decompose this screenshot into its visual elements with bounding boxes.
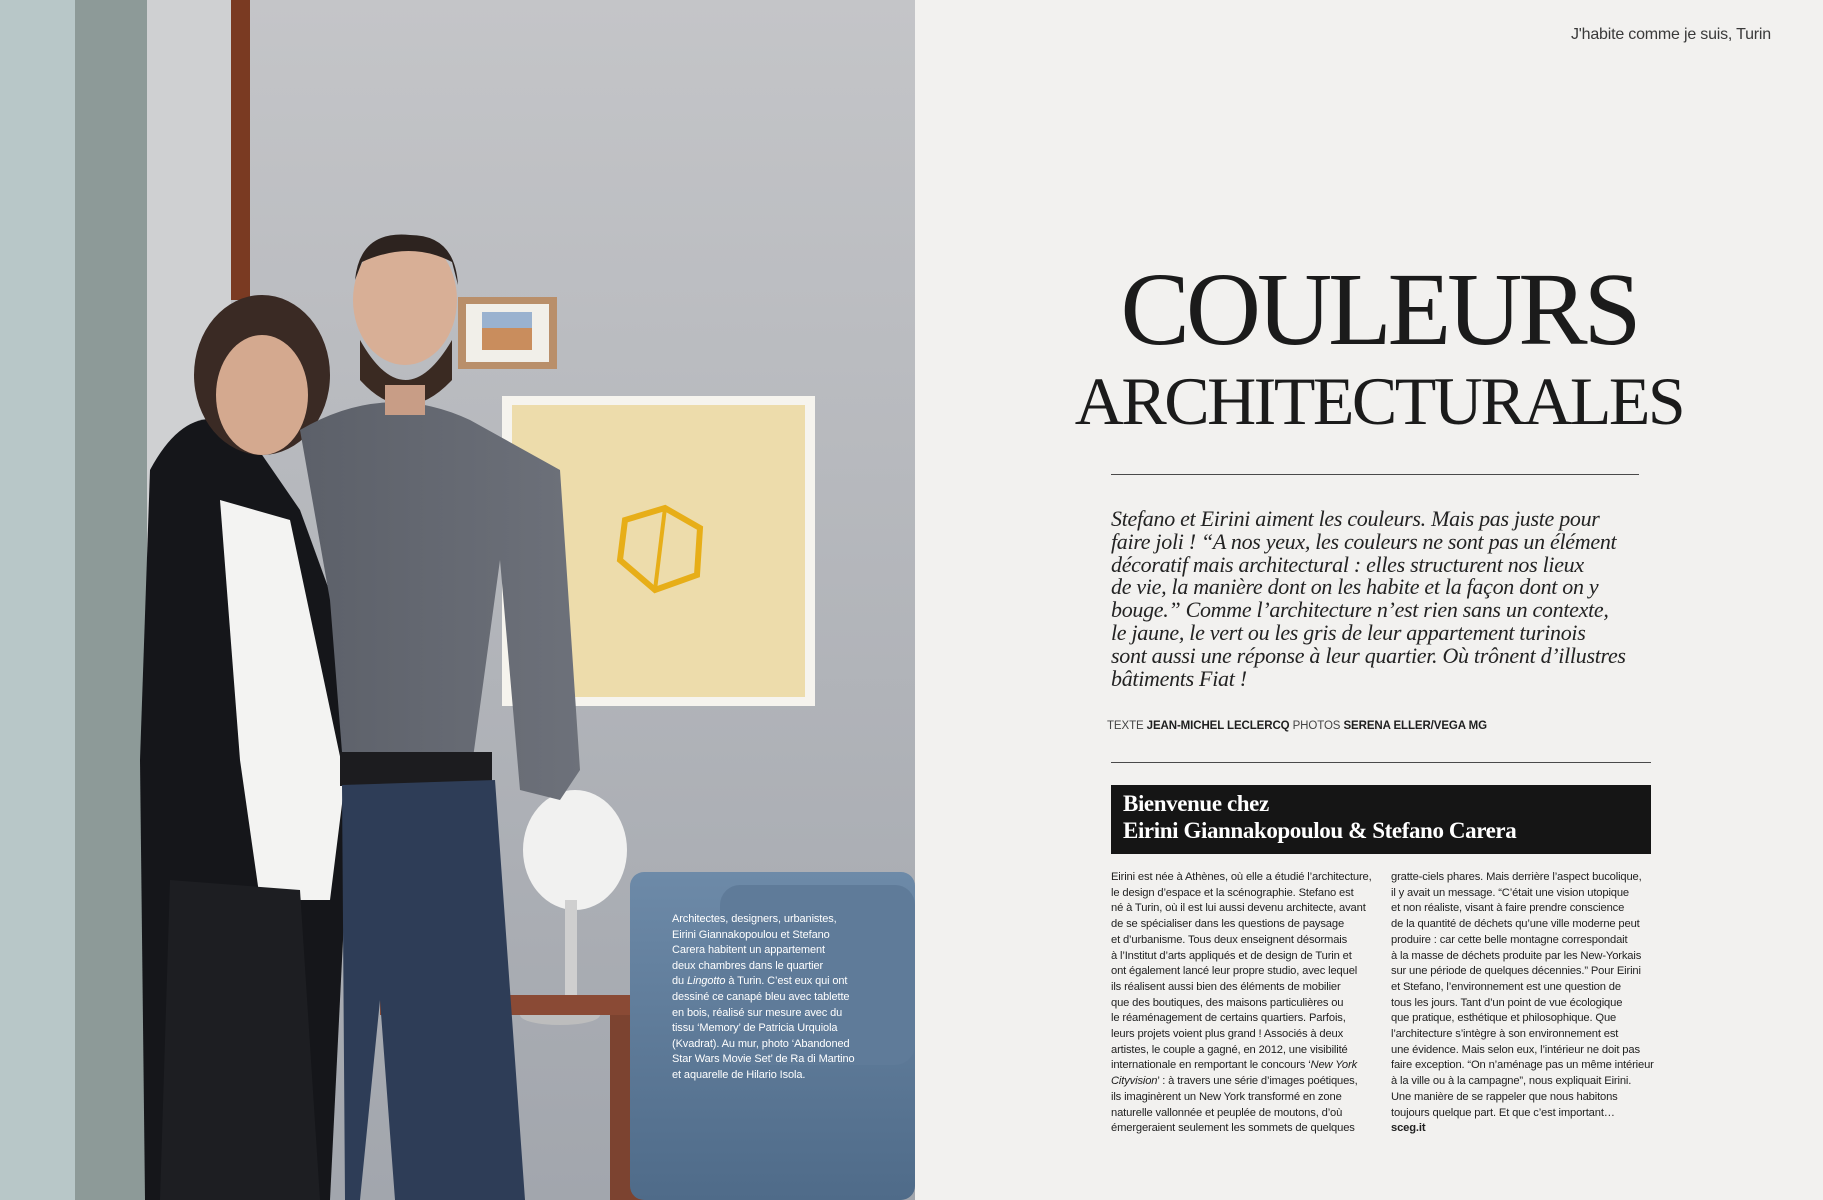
body-line: de la quantité de déchets qu’une ville moderne peut [1391, 918, 1640, 931]
lead-line: décoratif mais architectural : elles structurent nos lieux [1111, 551, 1584, 577]
body-italic: New York [1310, 1059, 1358, 1072]
caption-text: à Turin. C’est eux qui ont [725, 975, 848, 988]
body-line: à la masse de déchets produite par les New-Yorkais [1391, 949, 1642, 962]
credit-photo-author: SERENA ELLER/VEGA MG [1343, 720, 1487, 732]
body-line: une évidence. Mais selon eux, l’intérieur ne doit pas [1391, 1043, 1640, 1056]
lead-line: faire joli ! “A nos yeux, les couleurs ne sont pas un élément [1111, 528, 1617, 554]
body-line [1111, 1058, 1381, 1074]
credit-photo-label: PHOTOS [1292, 720, 1341, 732]
lead-line: bâtiments Fiat ! [1111, 665, 1247, 691]
body-column-2 [1391, 870, 1661, 1137]
lead-line: le jaune, le vert ou les gris de leur appartement turinois [1111, 619, 1586, 645]
article-title-line1: COULEURS [1120, 252, 1638, 367]
lead-line: Stefano et Eirini aiment les couleurs. Mais pas juste pour [1111, 506, 1600, 531]
body-line: à la ville ou à la campagne”, nous expliquait Eirini. [1391, 1075, 1632, 1088]
caption-line: Eirini Giannakopoulou et Stefano [672, 928, 830, 941]
body-line: ils imaginèrent un New York transformé en zone [1111, 1090, 1342, 1103]
body-column-1 [1111, 870, 1381, 1137]
caption-line: tissu ‘Memory’ de Patricia Urquiola [672, 1022, 838, 1035]
body-line [1111, 1074, 1381, 1090]
body-line: ont également lancé leur propre studio, avec lequel [1111, 965, 1358, 978]
body-line: ils réalisent aussi bien des éléments de mobilier [1111, 980, 1341, 993]
caption-italic: Lingotto [687, 975, 726, 988]
caption-line: Carera habitent un appartement [672, 944, 825, 957]
lead-paragraph [1111, 508, 1689, 690]
website-link[interactable]: sceg.it [1391, 1122, 1426, 1135]
body-line: de se spécialiser dans les questions de paysage [1111, 918, 1345, 931]
caption-line: et aquarelle de Hilario Isola. [672, 1068, 806, 1081]
credit-text-author: JEAN-MICHEL LECLERCQ [1146, 720, 1290, 732]
body-italic: Cityvision [1111, 1075, 1158, 1088]
body-line: il y avait un message. “C’était une vision utopique [1391, 886, 1629, 899]
body-line: produire : car cette belle montagne correspondait [1391, 933, 1628, 946]
caption-line: (Kvadrat). Au mur, photo ‘Abandoned [672, 1037, 850, 1050]
body-line: à l’Institut d’arts appliqués et de design de Turin et [1111, 949, 1352, 962]
body-text: ’ : à travers une série d’images poétiques, [1157, 1075, 1358, 1088]
caption-line: deux chambres dans le quartier [672, 959, 824, 972]
body-line: naturelle vallonnée et peuplée de moutons, d’où [1111, 1106, 1343, 1119]
body-line: né à Turin, où il est lui aussi devenu architecte, avant [1111, 902, 1366, 915]
body-text: internationale en remportant le concours ‘ [1111, 1059, 1311, 1072]
welcome-line1: Bienvenue chez [1123, 791, 1269, 816]
credit-text-label: TEXTE [1107, 720, 1144, 732]
caption-line: dessiné ce canapé bleu avec tablette [672, 990, 850, 1003]
lead-line: sont aussi une réponse à leur quartier. Où trônent d’illustres [1111, 642, 1626, 668]
body-line: le design d’espace et la scénographie. Stefano est [1111, 886, 1354, 899]
body-line: leurs projets voient plus grand ! Associés à deux [1111, 1028, 1344, 1041]
body-line: et non réaliste, visant à faire prendre conscience [1391, 902, 1625, 915]
body-line: sur une période de quelques décennies.” Pour Eirini [1391, 965, 1641, 978]
caption-line: Architectes, designers, urbanistes, [672, 913, 837, 925]
body-line: et d’urbanisme. Tous deux enseignent désormais [1111, 933, 1348, 946]
body-line: que pratique, esthétique et philosophique. Que [1391, 1012, 1617, 1025]
body-line: que des boutiques, des maisons particulières ou [1111, 996, 1344, 1009]
photo-caption [672, 912, 855, 1084]
welcome-line2: Eirini Giannakopoulou & Stefano Carera [1123, 818, 1517, 843]
running-head: J'habite comme je suis, Turin [1570, 26, 1771, 43]
caption-line: Star Wars Movie Set’ de Ra di Martino [672, 1053, 855, 1066]
body-line: Une manière de se rappeler que nous habitons [1391, 1090, 1618, 1103]
caption-line [672, 974, 847, 990]
body-line: artistes, le couple a gagné, en 2012, une visibilité [1111, 1043, 1348, 1056]
body-line: l’architecture s’intègre à son environnement est [1391, 1028, 1619, 1041]
caption-text: du [672, 975, 687, 988]
article-page [915, 0, 1823, 1200]
body-line: tous les jours. Tant d’un point de vue écologique [1391, 996, 1623, 1009]
caption-line: en bois, réalisé sur mesure avec du [672, 1006, 843, 1019]
body-line: le réaménagement de certains quartiers. Parfois, [1111, 1012, 1346, 1025]
body-line: et Stefano, l’environnement est une question de [1391, 980, 1621, 993]
body-line: émergeraient seulement les sommets de quelques [1111, 1122, 1355, 1135]
divider-rule [1111, 762, 1651, 763]
body-line: toujours quelque part. Et que c’est important… [1391, 1106, 1615, 1119]
body-line: Eirini est née à Athènes, où elle a étudié l’architecture, [1111, 871, 1372, 883]
lead-line: bouge.” Comme l’architecture n’est rien sans un contexte, [1111, 597, 1609, 623]
article-title-line2: ARCHITECTURALES [1074, 363, 1684, 439]
divider-rule [1111, 474, 1639, 475]
body-line: faire exception. “On n’aménage pas un même intérieur [1391, 1059, 1654, 1072]
welcome-banner [1111, 785, 1651, 854]
credits [1107, 720, 1487, 732]
lead-line: de vie, la manière dont on les habite et la façon dont on y [1111, 574, 1599, 600]
body-line: gratte-ciels phares. Mais derrière l’aspect bucolique, [1391, 871, 1642, 883]
